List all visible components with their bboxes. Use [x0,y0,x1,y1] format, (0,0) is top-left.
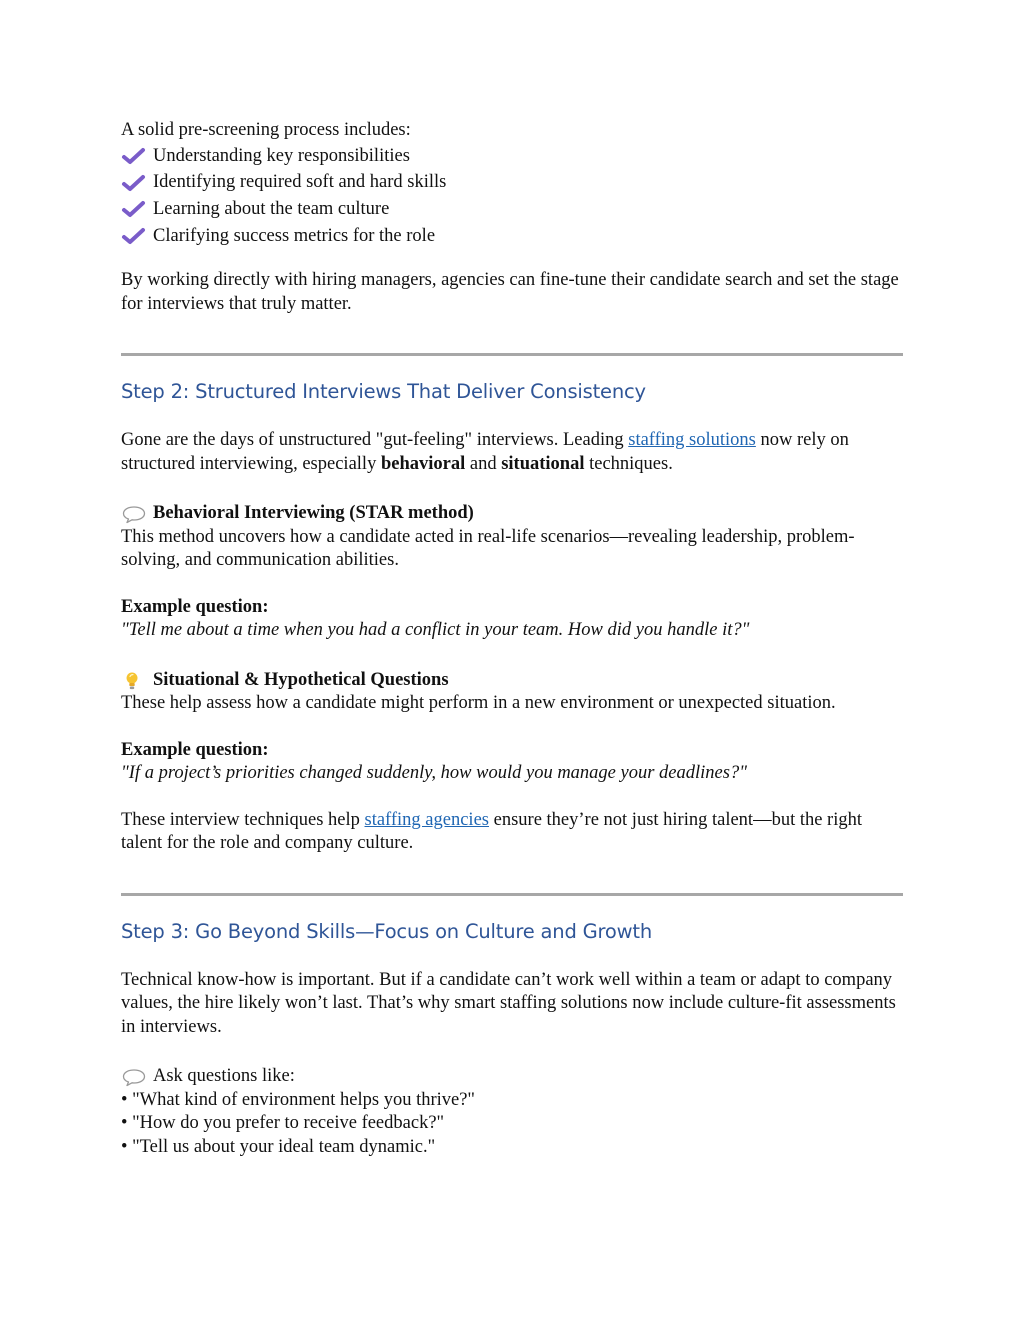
situational-title: Situational & Hypothetical Questions [153,669,449,690]
ask-questions-label: Ask questions like: [153,1066,295,1087]
behavioral-heading [121,502,903,526]
step2-heading: Step 2: Structured Interviews That Deliver Consistency [121,380,646,404]
situational-example: "If a project’s priorities changed suddenly, how would you manage your deadlines?" [121,763,747,784]
situational-example-label: Example question: [121,739,269,760]
checklist-item-label: Learning about the team culture [153,198,390,219]
checklist-item [121,169,903,196]
behavioral-example-label: Example question: [121,596,269,617]
situational-desc: These help assess how a candidate might perform in a new environment or unexpected situation. [121,693,836,714]
step2-intro: Gone are the days of unstructured "gut-feeling" interviews. Leading staffing solutions now rely on structured interviewing, especially behavioral and situational techniques. [121,430,849,474]
checklist-item-label: Understanding key responsibilities [153,145,410,166]
checkmark-icon [121,199,147,219]
section-divider [121,353,903,356]
checklist-item [121,143,903,170]
checklist-item [121,223,903,250]
lightbulb-icon [121,671,147,691]
staffing-solutions-link[interactable]: staffing solutions [628,430,756,451]
checkmark-icon [121,226,147,246]
culture-question: • "Tell us about your ideal team dynamic." [121,1136,436,1157]
step3-heading: Step 3: Go Beyond Skills—Focus on Culture and Growth [121,919,653,943]
checklist-item-label: Identifying required soft and hard skills [153,172,447,193]
behavioral-title: Behavioral Interviewing (STAR method) [153,503,474,524]
prescreen-checklist [121,143,903,250]
step2-outro: These interview techniques help staffing agencies ensure they’re not just hiring talent—but the right talent for the role and company culture. [121,809,862,854]
culture-question: • "How do you prefer to receive feedback?" [121,1113,445,1134]
behavioral-desc: This method uncovers how a candidate acted in real-life scenarios—revealing leadership, problem-solving, and communication abilities. [121,526,855,571]
checklist-item-label: Clarifying success metrics for the role [153,225,436,246]
speech-bubble-icon [121,504,147,524]
situational-heading [121,669,903,693]
ask-questions-heading [121,1065,903,1089]
prescreen-intro: A solid pre-screening process includes: [121,120,411,140]
behavioral-example: "Tell me about a time when you had a conflict in your team. How did you handle it?" [121,620,750,641]
prescreen-closing: By working directly with hiring managers, agencies can fine-tune their candidate search and set the stage for interviews that truly matter. [121,270,899,314]
staffing-agencies-link[interactable]: staffing agencies [364,809,489,830]
document-page [121,119,903,1159]
speech-bubble-icon [121,1067,147,1087]
step3-intro: Technical know-how is important. But if a candidate can’t work well within a team or adapt to company values, the hire likely won’t last. That’s why smart staffing solutions now include culture-fit assessments in interviews. [121,969,896,1037]
culture-question: • "What kind of environment helps you thrive?" [121,1089,475,1110]
checkmark-icon [121,146,147,166]
section-divider [121,893,903,896]
checkmark-icon [121,173,147,193]
checklist-item [121,196,903,223]
